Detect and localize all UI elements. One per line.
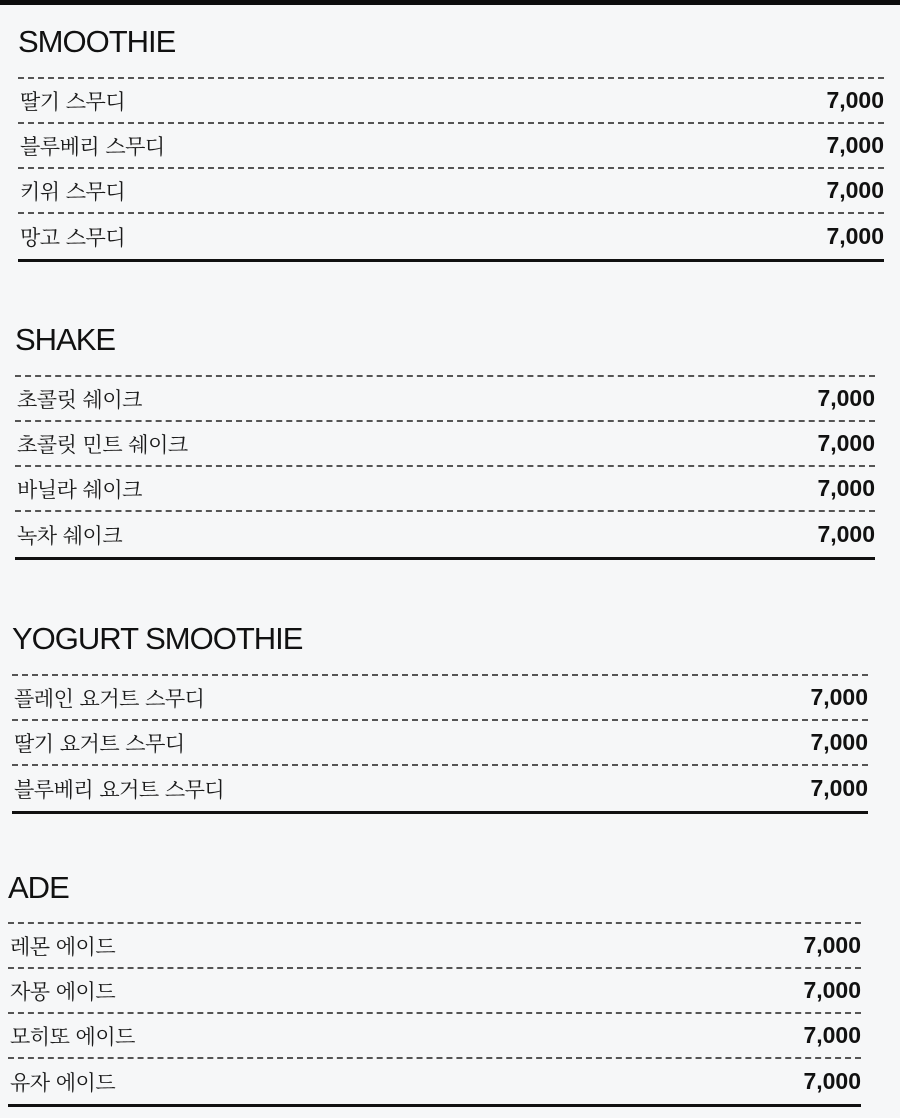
- item-list: [12, 674, 868, 814]
- item-price: 7,000: [817, 430, 875, 456]
- item-price: 7,000: [826, 87, 884, 113]
- item-price: 7,000: [810, 684, 868, 710]
- item-name: 딸기 스무디: [20, 89, 126, 114]
- item-price: 7,000: [826, 223, 884, 249]
- menu-item: [8, 969, 861, 1014]
- menu-item: [18, 214, 884, 259]
- menu-section-shake: [15, 318, 875, 560]
- item-price: 7,000: [810, 729, 868, 755]
- menu-item: [12, 676, 868, 721]
- menu-item: [18, 79, 884, 124]
- item-name: 망고 스무디: [20, 225, 126, 250]
- menu-item: [18, 169, 884, 214]
- section-title: ADE: [8, 870, 69, 905]
- item-name: 키위 스무디: [20, 179, 126, 204]
- item-name: 블루베리 스무디: [20, 134, 165, 159]
- item-name: 딸기 요거트 스무디: [14, 731, 185, 756]
- item-name: 모히또 에이드: [10, 1024, 135, 1049]
- item-name: 자몽 에이드: [10, 979, 116, 1004]
- menu-item: [15, 422, 875, 467]
- item-price: 7,000: [810, 775, 868, 801]
- section-title: SMOOTHIE: [18, 24, 176, 59]
- item-name: 초콜릿 민트 쉐이크: [17, 432, 188, 457]
- menu-section-smoothie: [18, 20, 884, 262]
- item-name: 초콜릿 쉐이크: [17, 387, 142, 412]
- item-name: 레몬 에이드: [10, 934, 116, 959]
- menu-item: [18, 124, 884, 169]
- menu-section-ade: [8, 866, 861, 1107]
- item-price: 7,000: [817, 521, 875, 547]
- menu-item: [8, 924, 861, 969]
- item-price: 7,000: [803, 977, 861, 1003]
- menu-item: [15, 377, 875, 422]
- menu-item: [12, 721, 868, 766]
- section-title: YOGURT SMOOTHIE: [12, 621, 303, 656]
- item-price: 7,000: [817, 475, 875, 501]
- item-name: 유자 에이드: [10, 1070, 116, 1095]
- top-border: [0, 0, 900, 5]
- item-price: 7,000: [803, 932, 861, 958]
- item-list: [18, 77, 884, 262]
- item-name: 녹차 쉐이크: [17, 523, 123, 548]
- item-name: 플레인 요거트 스무디: [14, 686, 205, 711]
- item-price: 7,000: [803, 1022, 861, 1048]
- item-list: [15, 375, 875, 560]
- menu-item: [15, 467, 875, 512]
- item-price: 7,000: [803, 1068, 861, 1094]
- menu-item: [15, 512, 875, 557]
- item-name: 블루베리 요거트 스무디: [14, 777, 225, 802]
- menu-item: [12, 766, 868, 811]
- menu-section-yogurt-smoothie: [12, 617, 868, 814]
- item-list: [8, 922, 861, 1107]
- section-title: SHAKE: [15, 322, 116, 357]
- menu-item: [8, 1014, 861, 1059]
- menu-item: [8, 1059, 861, 1104]
- item-price: 7,000: [817, 385, 875, 411]
- item-price: 7,000: [826, 132, 884, 158]
- item-name: 바닐라 쉐이크: [17, 477, 142, 502]
- item-price: 7,000: [826, 177, 884, 203]
